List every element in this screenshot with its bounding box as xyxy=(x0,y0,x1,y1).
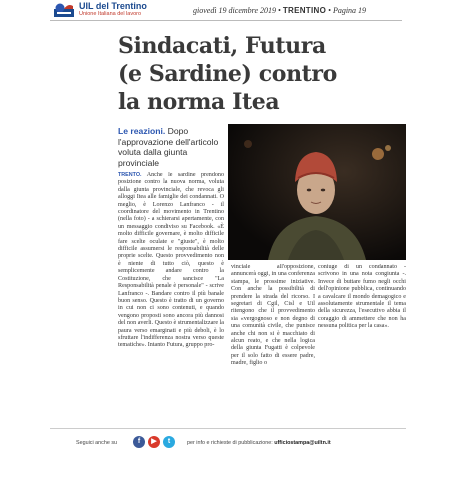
article-column-2 xyxy=(231,264,315,436)
follow-label: Seguici anche su xyxy=(76,440,118,446)
dateline-separator: • xyxy=(328,6,333,15)
subhead-kicker: Le reazioni. xyxy=(118,126,166,136)
headline-line-1: Sindacati, Futura xyxy=(118,33,326,59)
contact-prefix: per info e richieste di pubblicazione: xyxy=(187,440,273,446)
article-dateline: TRENTO. xyxy=(118,172,142,178)
portrait-image xyxy=(228,124,406,260)
footer-divider xyxy=(50,428,406,429)
section-name: TRENTINO xyxy=(282,6,327,15)
org-tagline: Unione Italiana del lavoro xyxy=(79,11,142,17)
headline-line-3: la norma Itea xyxy=(118,89,280,115)
page-header xyxy=(0,0,450,22)
article-headline xyxy=(118,32,368,116)
header-divider xyxy=(50,20,402,21)
column-3-text: coniuge di un condannato - scrivono in una nota congiunta -. Invece di buttare fumo negli occhi dell'opinione pubblica, continuando a cavalcare il mondo demagogico e assolutamente strumentale il tema della sicurezza, l'esecutivo abbia il coraggio di ammettere che non ha nessuna politica per la casa». xyxy=(318,264,406,330)
org-name: UIL del Trentino xyxy=(79,1,147,11)
column-1-text: Anche le sardine prendono posizione contro la nuova norma, voluta dalla giunta provinciale, che revoca gli alloggi Itea alle famiglie dei condannati. O meglio, è Lorenzo Lanfranco - il coordinatore del movimento in Trentino (nella foto) - a schierarsi apertamente, con un messaggio condiviso su Facebook. «È molto difficile governare, è molto difficile fare scelte oculate e "giuste", è molto difficile assumersi le responsabilità delle proprie scelte. Questo provvedimento non è niente di tutto ciò, questo è semplicemente andare contro la Costituzione, che sancisce "La Responsabilità penale è personale" - scrive Lanfranco -. Bandare contro il più banale buon senso. Questo è tratto di un governo in cui non ci sono contenuti, e quando vengono proposti sono ancora più dannosi del non averli. Questo è strumentalizzare la paura verso emarginati e più deboli, è lo sfruttare l'indifferenza nostra verso queste tematiche». Intanto Futura, gruppo pro- xyxy=(118,172,224,349)
youtube-icon[interactable]: ▶ xyxy=(148,436,160,448)
issue-dateline xyxy=(193,6,366,15)
article-subhead xyxy=(118,126,226,168)
dateline-separator: • xyxy=(278,6,283,15)
contact-email-link[interactable]: ufficiostampa@uiltn.it xyxy=(274,440,331,446)
article-column-1 xyxy=(118,172,224,436)
column-2-text: vinciale all'opposizione, annuncerà oggi, in una conferenza stampa, le prossime iniziative. Con anche la possibilità di prendere la strada del ricorso. I segretari di Cgil, Cisl e Uil ritengono che il provvedimento sia «vergognoso e non degno di una comunità civile, che punisce anche chi non si è macchiato di alcun reato, e che nella logica della giunta Fugatti è colpevole per il solo fatto di essere padre, madre, figlio o xyxy=(231,264,315,367)
subhead-text: Dopo l'approvazione dell'articolo voluta dalla giunta provinciale xyxy=(118,126,219,168)
article-column-3 xyxy=(318,264,406,436)
page-footer xyxy=(60,436,420,450)
facebook-icon[interactable]: f xyxy=(133,436,145,448)
uil-logo-icon xyxy=(54,3,74,17)
page-label: Pagina 19 xyxy=(332,6,367,15)
headline-line-2: (e Sardine) contro xyxy=(118,61,337,87)
brand-block xyxy=(79,1,147,18)
twitter-icon[interactable]: t xyxy=(163,436,175,448)
issue-date: giovedì 19 dicembre 2019 xyxy=(193,6,277,15)
contact-line xyxy=(187,440,331,446)
article-photo xyxy=(228,124,406,260)
